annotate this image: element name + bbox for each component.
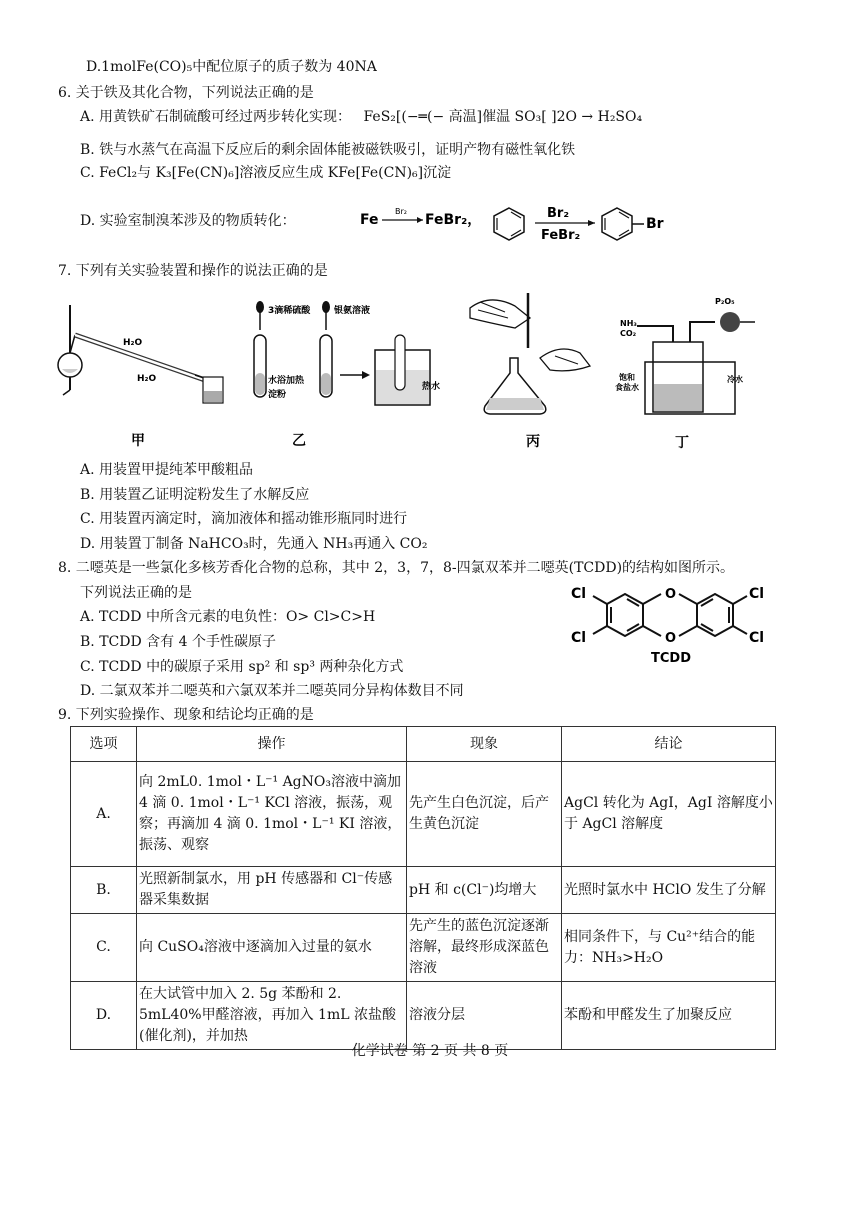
product-febr2: FeBr₂， [425,212,482,228]
water-bath-label: 水浴加热 [268,376,305,386]
brine-label-2: 食盐水 [615,383,639,392]
header-conclusion: 结论 [562,727,776,762]
cl-label-3: Cl [749,586,765,602]
round-bottom-flask [58,353,82,377]
apparatus-yi [240,295,440,455]
row-conclusion: AgCl 转化为 AgI，AgI 溶解度小于 AgCl 溶解度 [562,762,776,867]
row-option: B. [71,867,137,914]
arrow-1-label: Br₂ [395,207,407,216]
q7-option-a: A. 用装置甲提纯苯甲酸粗品 [80,462,254,478]
q6-option-a [80,108,642,126]
label-yi: 乙 [292,433,306,449]
bromine-label: Br [646,216,664,232]
q8-option-c: C. TCDD 中的碳原子采用 sp² 和 sp³ 两种杂化方式 [80,659,404,675]
header-phenomenon: 现象 [407,727,562,762]
q8-option-d: D. 二氯双苯并二噁英和六氯双苯并二噁英同分异构体数目不同 [80,683,464,699]
q8-option-b: B. TCDD 含有 4 个手性碳原子 [80,634,276,650]
apparatus-jia [55,295,235,455]
label-ding: 丁 [675,435,689,451]
water-in-label: H₂O [123,338,143,348]
bromobenzene-ring [602,208,644,240]
q7-option-d: D. 用装置丁制备 NaHCO₃时，先通入 NH₃再通入 CO₂ [80,536,428,552]
water-out-label: H₂O [137,374,157,384]
page-footer: 化学试卷 第 2 页 共 8 页 [351,1043,509,1059]
q6-option-c: C. FeCl₂与 K₃[Fe(CN)₆]溶液反应生成 KFe[Fe(CN)₆]沉淀 [80,165,452,181]
brine-label-1: 饱和 [619,373,635,382]
gas-label-co2: CO₂ [620,329,637,338]
q7-option-c: C. 用装置丙滴定时，滴加液体和摇动锥形瓶同时进行 [80,511,408,527]
row-conclusion: 相同条件下，与 Cu²⁺结合的能力：NH₃>H₂O [562,914,776,982]
row-phenomenon: 先产生的蓝色沉淀逐渐溶解，最终形成深蓝色溶液 [407,914,562,982]
gas-label-nh3: NH₃ [620,319,637,328]
q6-option-d: D. 实验室制溴苯涉及的物质转化： [80,213,296,229]
header-option: 选项 [71,727,137,762]
table-header-row [71,727,776,762]
q6-reaction-scheme [355,196,685,246]
q6-option-a-formula: FeS₂[(−═(− 高温]催温 SO₃[ ]2O → H₂SO₄ [363,109,643,125]
q6-stem: 6. 关于铁及其化合物，下列说法正确的是 [58,85,314,101]
row-phenomenon: pH 和 c(Cl⁻)均增大 [407,867,562,914]
silver-ammonia-label: 银氨溶液 [334,306,371,316]
experiment-table [70,726,776,1050]
header-operation: 操作 [137,727,407,762]
q8-stem-2: 下列说法正确的是 [80,585,192,601]
arrow-2-catalyst: FeBr₂ [541,228,581,243]
q7-option-b: B. 用装置乙证明淀粉发生了水解反应 [80,487,310,503]
oxygen-top: O [665,587,677,602]
benzene-ring [494,208,524,240]
apparatus-ding [615,292,775,457]
dilute-acid-label: 3滴稀硫酸 [268,306,311,316]
tcdd-name: TCDD [651,651,691,664]
q9-stem: 9. 下列实验操作、现象和结论均正确的是 [58,707,314,723]
q8-option-a: A. TCDD 中所含元素的电负性：O> Cl>C>H [80,609,376,625]
row-operation: 向 2mL0. 1mol・L⁻¹ AgNO₃溶液中滴加 4 滴 0. 1mol・L⁻¹ KCl 溶液，振荡，观察；再滴加 4 滴 0. 1mol・L⁻¹ KI 溶液，振荡、观察 [137,762,407,867]
row-option: A. [71,762,137,867]
q7-stem: 7. 下列有关实验装置和操作的说法正确的是 [58,263,328,279]
cl-label-4: Cl [749,630,765,646]
row-conclusion: 苯酚和甲醛发生了加聚反应 [562,982,776,1050]
hot-water-label: 热水 [422,382,440,392]
reactant-fe: Fe [360,212,379,228]
row-operation: 向 CuSO₄溶液中逐滴加入过量的氨水 [137,914,407,982]
hand-upper [470,300,530,328]
apparatus-bing [460,288,610,458]
cl-label-2: Cl [571,630,587,646]
row-phenomenon: 溶液分层 [407,982,562,1050]
row-phenomenon: 先产生白色沉淀，后产生黄色沉淀 [407,762,562,867]
q6-option-a-text: A. 用黄铁矿石制硫酸可经过两步转化实现： [80,109,352,125]
oxygen-bottom: O [665,631,677,646]
row-operation: 光照新制氯水，用 pH 传感器和 Cl⁻传感器采集数据 [137,867,407,914]
row-option: C. [71,914,137,982]
arrow-2-reagent: Br₂ [547,206,570,221]
cold-water-label: 冷水 [727,375,743,384]
table-row [71,762,776,867]
q8-stem: 8. 二噁英是一些氯化多核芳香化合物的总称，其中 2，3，7，8-四氯双苯并二噁英(TCDD)的结构如图所示。 [58,560,735,576]
q6-option-b: B. 铁与水蒸气在高温下反应后的剩余固体能被磁铁吸引，证明产物有磁性氧化铁 [80,142,576,158]
starch-label: 淀粉 [268,390,287,400]
label-jia: 甲 [131,433,145,449]
row-operation: 在大试管中加入 2. 5g 苯酚和 2. 5mL40%甲醛溶液，再加入 1mL 浓盐酸(催化剂)，并加热 [137,982,407,1050]
label-bing: 丙 [526,434,540,450]
table-row [71,867,776,914]
drying-tube [720,312,740,332]
q5-option-d: D.1molFe(CO)₅中配位原子的质子数为 40NA [86,59,377,75]
p2o5-label: P₂O₅ [715,297,735,306]
tcdd-structure [565,582,780,664]
table-row [71,914,776,982]
row-conclusion: 光照时氯水中 HClO 发生了分解 [562,867,776,914]
cl-label-1: Cl [571,586,587,602]
row-option: D. [71,982,137,1050]
